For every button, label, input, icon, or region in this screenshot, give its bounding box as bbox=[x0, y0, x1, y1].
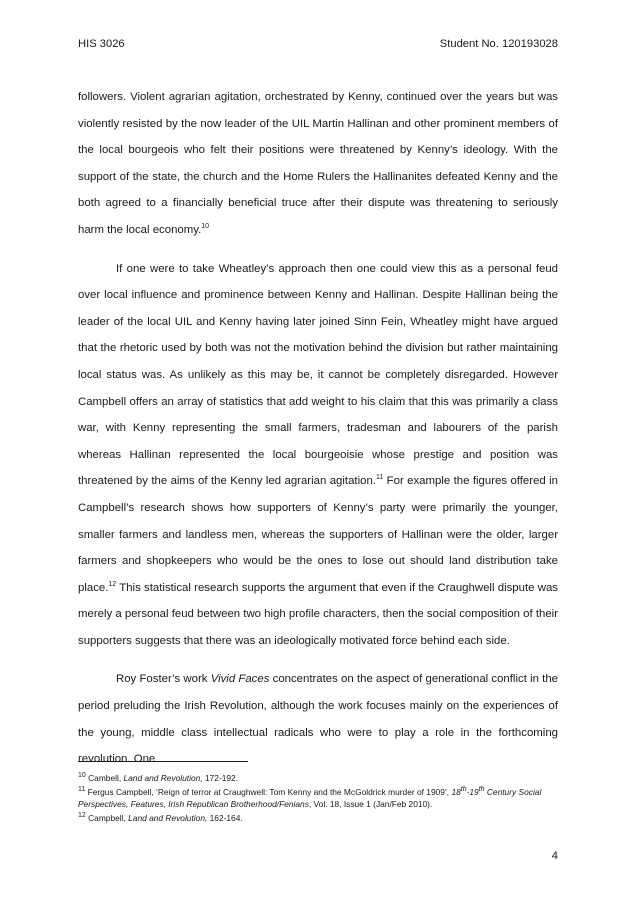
footnote-12: $^{12}$ Campbell, Land and Revolution, 162-164. bbox=[78, 812, 243, 824]
book-title: Vivid Faces bbox=[210, 673, 270, 686]
page-number: 4 bbox=[551, 850, 558, 862]
paragraph-1: followers. Violent agrarian agitation, orchestrated by Kenny, continued over the years but was violently resisted by the now leader of the UIL Martin Hallinan and other prominent members of the local bourgeois who felt their positions were threatened by Kenny’s ideology. With the support of the state, the church and the Home Rulers the Hallinanites defeated Kenny and the both agreed to a financially beneficial truce after their dispute was threatening to seriously harm the local economy.$^{10}$ bbox=[78, 91, 558, 236]
footnote-ref-12[interactable]: 12 bbox=[108, 580, 117, 588]
course-code: HIS 3026 bbox=[78, 38, 125, 50]
footnote-11: $^{11}$ Fergus Campbell, ‘Reign of terror at Craughwell: Tom Kenny and the McGoldrick murder of 1909’, 18th-19th Century Social Perspectives, Features, Irish Republican Brotherhood/Fenians, Vol. 18, Issue 1 (Jan/Feb 2010). bbox=[78, 786, 542, 809]
footnotes bbox=[78, 770, 558, 825]
page-header bbox=[78, 38, 558, 50]
paragraph-2: If one were to take Wheatley’s approach then one could view this as a personal feud over local influence and prominence between Kenny and Hallinan. Despite Hallinan being the leader of the local UIL and Kenny having later joined Sinn Fein, Wheatley might have argued that the rhetoric used by both was not the motivation behind the division but rather maintaining local status was. As unlikely as this may be, it cannot be completely disregarded. However Campbell offers an array of statistics that add weight to his claim that this was primarily a class war, with Kenny representing the small farmers, tradesman and labourers of the parish whereas Hallinan represented the local bourgeoisie whose prestige and position was threatened by the aims of the Kenny led agrarian agitation.$^{11}$ For example the figures offered in Campbell’s research shows how supporters of Kenny’s party were primarily the younger, smaller farmers and landless men, whereas the supporters of Hallinan were the older, larger farmers and shopkeepers who would be the ones to lose out should land distribution take place.$^{12}$ This statistical research supports the argument that even if the Craughwell dispute was merely a personal feud between two high profile characters, then the social composition of their supporters suggests that there was an ideologically motivated force behind each side. bbox=[78, 262, 558, 647]
footnote-ref-10[interactable]: 10 bbox=[201, 223, 210, 231]
paragraph-3: Roy Foster’s work Vivid Faces concentrates on the aspect of generational conflict in the period preluding the Irish Revolution, although the work focuses mainly on the experiences of the young, middle class intellectual radicals who were to play a role in the forthcoming revolution. One bbox=[78, 673, 558, 766]
footnote-divider bbox=[78, 761, 248, 762]
footnote-ref-11[interactable]: 11 bbox=[375, 474, 384, 482]
essay-body bbox=[78, 84, 558, 773]
footnote-10: $^{10}$ Cambell, Land and Revolution, 172-192. bbox=[78, 772, 239, 783]
student-number: Student No. 120193028 bbox=[439, 38, 558, 50]
